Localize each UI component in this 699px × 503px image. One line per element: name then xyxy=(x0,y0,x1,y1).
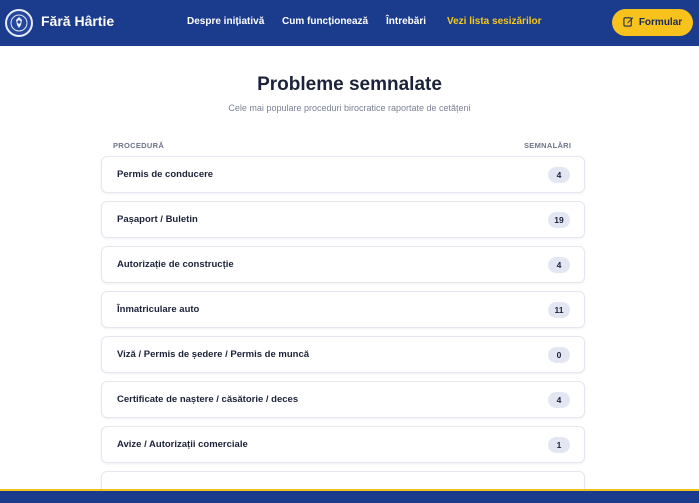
list-item[interactable] xyxy=(101,246,585,283)
brand-name[interactable]: Fără Hârtie xyxy=(41,13,115,29)
coat-of-arms-icon[interactable] xyxy=(5,9,33,37)
report-count-badge: 19 xyxy=(548,212,570,228)
procedure-name: Permis de conducere xyxy=(117,169,214,180)
procedure-name: Avize / Autorizații comerciale xyxy=(117,439,248,450)
page-subtitle: Cele mai populare proceduri birocratice raportate de cetățeni xyxy=(228,103,471,113)
procedure-name: Pașaport / Buletin xyxy=(117,214,198,225)
nav-link-about[interactable]: Despre inițiativă xyxy=(187,16,265,27)
column-header-reports: SEMNALĂRI xyxy=(524,141,572,150)
page-title: Probleme semnalate xyxy=(257,74,442,95)
list-item[interactable] xyxy=(101,426,585,463)
edit-icon xyxy=(623,16,634,30)
form-button[interactable] xyxy=(612,9,693,36)
list-item[interactable] xyxy=(101,381,585,418)
footer-bar xyxy=(0,489,699,503)
procedure-name: Viză / Permis de ședere / Permis de muncă xyxy=(117,349,310,360)
main-content xyxy=(0,46,699,489)
top-navigation-bar xyxy=(0,0,699,46)
report-count-badge: 11 xyxy=(548,302,570,318)
nav-link-how-it-works[interactable]: Cum funcționează xyxy=(282,16,369,27)
procedure-name: Certificate de naștere / căsătorie / deces xyxy=(117,394,299,405)
list-item[interactable] xyxy=(101,156,585,193)
column-header-procedure: PROCEDURĂ xyxy=(113,141,165,150)
nav-link-reports-list[interactable]: Vezi lista sesizărilor xyxy=(447,16,542,27)
report-count-badge: 0 xyxy=(548,347,570,363)
list-item-partial[interactable] xyxy=(101,471,585,489)
form-button-label: Formular xyxy=(638,17,683,28)
report-count-badge: 1 xyxy=(548,437,570,453)
report-count-badge: 4 xyxy=(548,167,570,183)
list-item[interactable] xyxy=(101,201,585,238)
procedure-name: Autorizație de construcție xyxy=(117,259,234,270)
procedure-name: Înmatriculare auto xyxy=(117,304,200,315)
report-count-badge: 4 xyxy=(548,257,570,273)
list-item[interactable] xyxy=(101,336,585,373)
nav-link-faq[interactable]: Întrebări xyxy=(386,16,427,27)
list-item[interactable] xyxy=(101,291,585,328)
report-count-badge: 4 xyxy=(548,392,570,408)
